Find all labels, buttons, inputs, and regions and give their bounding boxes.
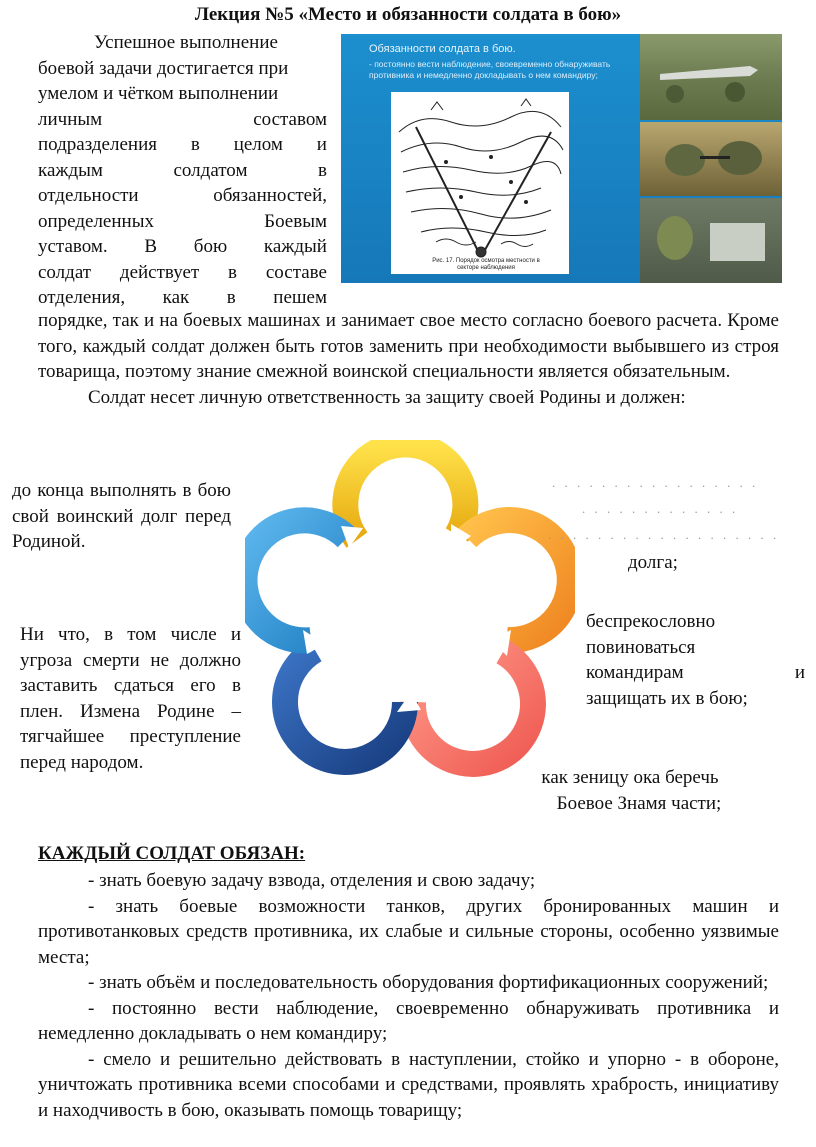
soldiers-aiming-photo: [640, 122, 782, 196]
duty-item: - смело и решительно действовать в наступлении, стойко и упорно - в обороне, уничтожать противника всеми способами и средствами, проявлять храбрость, инициативу и находчивость в бою, оказывать помощь товарищу;: [38, 1048, 779, 1121]
duties-list: [38, 868, 779, 1123]
word: солдат: [38, 261, 92, 283]
word: солдатом: [173, 159, 248, 181]
soldier-figures-icon: [640, 122, 782, 196]
petal-dotted-text: [548, 470, 780, 548]
word: подразделения: [38, 134, 157, 155]
word: в: [318, 159, 327, 181]
petal-blue: [245, 520, 347, 640]
dotted-line: . . . . . . . . . . . . . . . . .: [552, 475, 759, 490]
word: Боевым: [264, 210, 327, 232]
petal-word: и: [794, 662, 805, 683]
radio-operator-icon: [640, 198, 782, 283]
petal-text-top-left: до конца выполнять в бою свой воинский долг перед Родиной.: [12, 480, 231, 552]
intro-line: [38, 209, 327, 235]
duties-heading: КАЖДЫЙ СОЛДАТ ОБЯЗАН:: [38, 843, 306, 864]
word: В: [144, 236, 158, 257]
intro-line: [38, 285, 327, 311]
intro-line: умелом и чётком выполнении: [38, 83, 279, 104]
petal-line: Боевое Знамя части;: [556, 792, 722, 814]
dotted-line: . . . . . . . . . . . . . . . . . . .: [548, 527, 780, 542]
figure-caption: Рис. 17. Порядок осмотра местности в секторе наблюдения: [432, 258, 540, 271]
word: пешем: [273, 287, 327, 308]
duty-item: - знать боевые возможности танков, других бронированных машин и противотанковых средств противника, их слабые и сильные стороны, особенно уязвимые места;: [38, 895, 779, 968]
lecture-slide-image: [341, 34, 782, 283]
word: целом: [233, 134, 283, 155]
intro-line: [38, 183, 327, 209]
petal-line: защищать их в бою;: [586, 687, 748, 709]
intro-paragraph: [38, 30, 327, 311]
word: отдельности: [38, 185, 139, 206]
petal-text-right: [586, 609, 805, 711]
petal-line: повиноваться: [586, 636, 696, 658]
sketch-drawing: [391, 92, 569, 274]
continuation-text: [38, 308, 779, 410]
slide-title: Обязанности солдата в бою.: [369, 43, 516, 55]
duty-item: - знать объём и последовательность оборудования фортификационных сооружений;: [88, 972, 769, 993]
word: как: [162, 287, 190, 308]
word: и: [316, 134, 327, 155]
word: составом: [253, 108, 327, 130]
word: отделения,: [38, 287, 126, 308]
word: в: [228, 261, 238, 283]
word: бою: [193, 236, 228, 257]
observation-sector-diagram: [391, 92, 569, 274]
word: личным: [38, 108, 103, 130]
intro-line: [38, 107, 327, 133]
petal-yellow: [345, 444, 465, 540]
petal-line: [586, 660, 805, 686]
intro-line: [38, 234, 327, 260]
petal-text-left: Ни что, в том числе и угроза смерти не должно заставить сдаться его в плен. Измена Родине – тягчайшее преступление перед народом.: [20, 624, 241, 773]
intro-line: Успешное выполнение: [94, 32, 278, 53]
intro-line: боевой задачи достигается при: [38, 57, 289, 79]
word: действует: [119, 261, 200, 283]
petal-line: как зеницу ока беречь: [541, 767, 719, 788]
word: каждым: [38, 159, 103, 181]
duty-item: - знать боевую задачу взвода, отделения и свою задачу;: [88, 870, 536, 891]
word: определенных: [38, 210, 154, 232]
page-title: Лекция №5 «Место и обязанности солдата в бою»: [194, 4, 622, 25]
continuation-paragraph: порядке, так и на боевых машинах и занимает свое место согласно боевого расчета. Кроме того, каждый солдат должен быть готов заменить при необходимости выбывшего из строя товарища, поэтому знание смежной воинской специальности является обязательным.: [38, 310, 779, 382]
petal-line: беспрекословно: [586, 611, 716, 632]
word: в: [190, 134, 200, 155]
word: каждый: [263, 236, 327, 257]
flower-diagram: [245, 440, 575, 780]
word: обязанностей,: [213, 185, 327, 206]
drone-icon: [640, 34, 782, 120]
intro-line: [38, 132, 327, 158]
petal-text-top-right-end: долга;: [628, 552, 678, 573]
word: составе: [265, 261, 327, 283]
slide-subtitle: - постоянно вести наблюдение, своевременно обнаруживать противника и немедленно докладывать о нем командиру;: [369, 59, 611, 80]
petal-text-bottom-right: [520, 765, 740, 816]
intro-line: [38, 260, 327, 286]
word: в: [226, 287, 236, 308]
duty-item: - постоянно вести наблюдение, своевременно обнаруживать противника и немедленно докладывать о нем командиру;: [38, 997, 779, 1044]
word: уставом.: [38, 236, 108, 257]
intro-line: [38, 158, 327, 184]
responsibility-sentence: Солдат несет личную ответственность за защиту своей Родины и должен:: [88, 386, 686, 408]
dotted-line: . . . . . . . . . . . . .: [582, 501, 739, 516]
soldier-radio-photo: [640, 198, 782, 283]
petal-word: командирам: [586, 662, 684, 683]
soldiers-drone-photo: [640, 34, 782, 120]
